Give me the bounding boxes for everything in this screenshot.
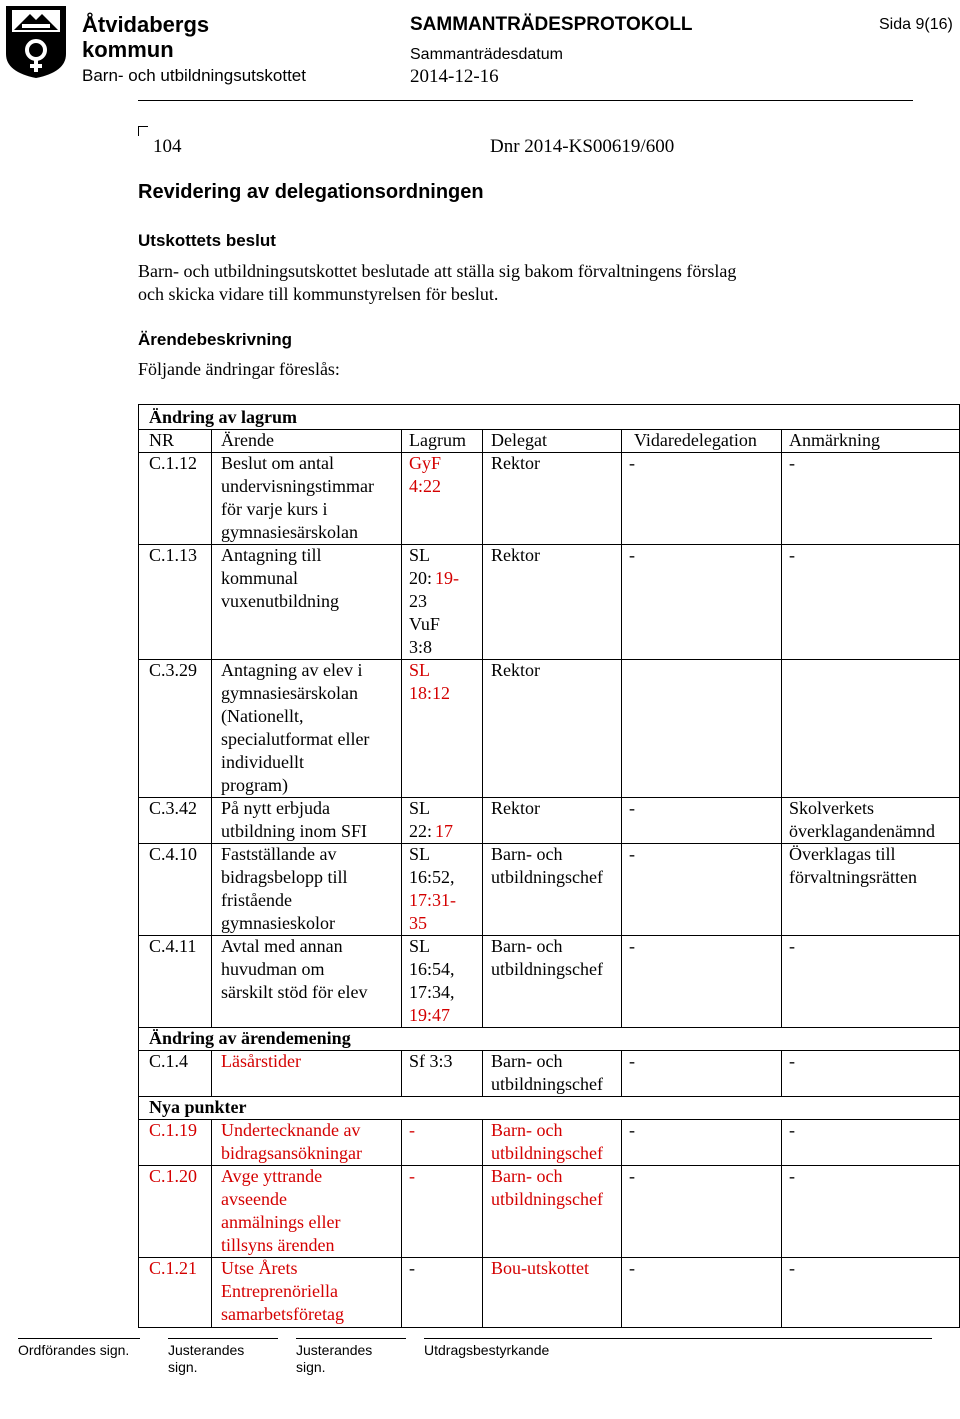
- table-cell-arende: Utse Årets Entreprenöriella samarbetsföretag: [221, 1258, 344, 1324]
- group-title-lagrum: Ändring av lagrum: [149, 407, 298, 427]
- table-rule: [621, 1119, 622, 1327]
- table-cell-lagrum-changed: 19:47: [409, 1005, 451, 1025]
- table-cell-delegat: Rektor: [491, 545, 540, 565]
- table-cell-lagrum: -: [409, 1120, 415, 1140]
- table-rule: [211, 429, 212, 1027]
- table-cell-arende: Avtal med annan huvudman om särskilt stöd för elev: [221, 936, 368, 1002]
- table-rule: [211, 1050, 212, 1096]
- table-cell-arende: Beslut om antal undervisningstimmar för varje kurs i gymnasiesärskolan: [221, 453, 374, 542]
- table-cell-delegat: Barn- och utbildningschef: [491, 1051, 603, 1094]
- table-cell-lagrum-changed: 17: [435, 821, 453, 841]
- table-cell-anmarkning: -: [789, 1166, 795, 1186]
- table-cell-vidaredelegation: -: [629, 1166, 635, 1186]
- table-rule: [781, 1119, 782, 1327]
- description-heading: Ärendebeskrivning: [138, 330, 292, 349]
- table-cell-delegat: Rektor: [491, 660, 540, 680]
- description-text: Följande ändringar föreslås:: [138, 359, 340, 379]
- table-cell-nr: C.3.29: [149, 660, 198, 680]
- table-cell-delegat: Barn- och utbildningschef: [491, 844, 603, 887]
- table-cell-vidaredelegation: -: [629, 1051, 635, 1071]
- table-cell-vidaredelegation: -: [629, 545, 635, 565]
- section-corner-mark: [138, 126, 148, 136]
- table-cell-arende: Undertecknande av bidragsansökningar: [221, 1120, 362, 1163]
- table-cell-lagrum: SL 20:: [409, 545, 433, 588]
- group-title-nya-punkter: Nya punkter: [149, 1097, 247, 1117]
- table-cell-delegat: Bou-utskottet: [491, 1258, 589, 1278]
- table-cell-arende: Avge yttrande avseende anmälnings eller tillsyns ärenden: [221, 1166, 341, 1255]
- table-cell-lagrum-changed: 19-: [435, 568, 459, 588]
- table-rule: [781, 1050, 782, 1096]
- table-cell-lagrum: -: [409, 1166, 415, 1186]
- table-cell-anmarkning: Skolverkets överklagandenämnd: [789, 798, 935, 841]
- header-divider: [138, 100, 913, 101]
- paragraph-number: 104: [153, 136, 182, 157]
- table-cell-vidaredelegation: -: [629, 798, 635, 818]
- table-rule: [401, 429, 402, 1027]
- org-name-line1: Åtvidabergs: [82, 12, 210, 37]
- table-cell-delegat: Rektor: [491, 453, 540, 473]
- table-cell-delegat: Barn- och utbildningschef: [491, 1166, 603, 1209]
- decision-heading: Utskottets beslut: [138, 231, 276, 250]
- table-cell-delegat: Rektor: [491, 798, 540, 818]
- table-cell-vidaredelegation: -: [629, 936, 635, 956]
- committee-name: Barn- och utbildningsutskottet: [82, 66, 306, 85]
- table-cell-arende: Antagning av elev i gymnasiesärskolan (Nationellt, specialutformat eller individuellt program): [221, 660, 370, 795]
- table-rule: [139, 1096, 959, 1097]
- table-cell-nr: C.1.4: [149, 1051, 189, 1071]
- table-rule: [482, 429, 483, 1027]
- adjuster-signature-label-1: Justerandes sign.: [168, 1342, 245, 1375]
- document-type: SAMMANTRÄDESPROTOKOLL: [410, 14, 693, 35]
- table-cell-lagrum: Sf 3:3: [409, 1051, 453, 1071]
- table-rule: [781, 429, 782, 1027]
- table-cell-anmarkning: -: [789, 936, 795, 956]
- chair-signature-label: Ordförandes sign.: [18, 1342, 130, 1358]
- meeting-date: 2014-12-16: [410, 66, 499, 87]
- table-cell-lagrum: 23 VuF 3:8: [409, 591, 440, 657]
- table-rule: [482, 1050, 483, 1096]
- table-cell-vidaredelegation: -: [629, 1258, 635, 1278]
- adjuster-signature-label-2: Justerandes sign.: [296, 1342, 373, 1375]
- table-cell-arende: Antagning till kommunal vuxenutbildning: [221, 545, 339, 611]
- column-header-delegat: Delegat: [491, 430, 547, 450]
- decision-text-line1: Barn- och utbildningsutskottet beslutade att ställa sig bakom förvaltningens förslag: [138, 261, 737, 281]
- signature-line: [296, 1338, 406, 1339]
- table-cell-lagrum: GyF 4:22: [409, 453, 442, 496]
- table-cell-arende: På nytt erbjuda utbildning inom SFI: [221, 798, 368, 841]
- column-header-anmarkning: Anmärkning: [789, 430, 880, 450]
- table-cell-nr: C.1.20: [149, 1166, 198, 1186]
- table-cell-lagrum: SL 22:: [409, 798, 433, 841]
- section-title: Revidering av delegationsordningen: [138, 181, 484, 203]
- table-cell-anmarkning: -: [789, 1120, 795, 1140]
- table-cell-nr: C.1.12: [149, 453, 198, 473]
- table-rule: [621, 429, 622, 1027]
- signature-line: [168, 1338, 278, 1339]
- table-cell-anmarkning: -: [789, 453, 795, 473]
- delegation-table: [138, 404, 960, 1328]
- table-cell-arende: Fastställande av bidragsbelopp till fristående gymnasieskolor: [221, 844, 348, 933]
- municipality-logo: [2, 2, 70, 80]
- org-name-line2: kommun: [82, 37, 174, 62]
- table-cell-vidaredelegation: -: [629, 1120, 635, 1140]
- table-rule: [211, 1119, 212, 1327]
- meeting-date-label: Sammanträdesdatum: [410, 46, 563, 63]
- excerpt-certification-label: Utdragsbestyrkande: [424, 1342, 550, 1358]
- table-rule: [482, 1119, 483, 1327]
- table-cell-lagrum: SL 16:54, 17:34,: [409, 936, 455, 1002]
- column-header-nr: NR: [149, 430, 175, 450]
- table-cell-nr: C.1.13: [149, 545, 198, 565]
- table-cell-delegat: Barn- och utbildningschef: [491, 1120, 603, 1163]
- table-cell-anmarkning: Överklagas till förvaltningsrätten: [789, 844, 917, 887]
- table-rule: [621, 1050, 622, 1096]
- table-cell-vidaredelegation: -: [629, 844, 635, 864]
- page-number: Sida 9(16): [879, 16, 953, 33]
- table-cell-vidaredelegation: -: [629, 453, 635, 473]
- case-number: Dnr 2014-KS00619/600: [490, 136, 675, 157]
- table-cell-arende: Läsårstider: [221, 1051, 301, 1071]
- column-header-vidaredelegation: Vidaredelegation: [634, 430, 757, 450]
- table-cell-lagrum: SL 16:52,: [409, 844, 455, 887]
- column-header-lagrum: Lagrum: [409, 430, 466, 450]
- table-cell-nr: C.4.11: [149, 936, 197, 956]
- table-cell-nr: C.1.21: [149, 1258, 198, 1278]
- table-cell-nr: C.1.19: [149, 1120, 198, 1140]
- table-cell-nr: C.4.10: [149, 844, 198, 864]
- table-rule: [401, 1119, 402, 1327]
- decision-text-line2: och skicka vidare till kommunstyrelsen för beslut.: [138, 284, 499, 304]
- table-cell-nr: C.3.42: [149, 798, 198, 818]
- table-cell-anmarkning: -: [789, 1051, 795, 1071]
- table-cell-lagrum: -: [409, 1258, 415, 1278]
- table-cell-lagrum-changed: 17:31- 35: [409, 890, 456, 933]
- signature-line: [424, 1338, 932, 1339]
- table-cell-anmarkning: -: [789, 1258, 795, 1278]
- group-title-arendemening: Ändring av ärendemening: [149, 1028, 351, 1048]
- table-rule: [401, 1050, 402, 1096]
- table-cell-lagrum: SL 18:12: [409, 660, 451, 703]
- table-cell-anmarkning: -: [789, 545, 795, 565]
- column-header-arende: Ärende: [221, 430, 274, 450]
- table-cell-delegat: Barn- och utbildningschef: [491, 936, 603, 979]
- signature-line: [18, 1338, 140, 1339]
